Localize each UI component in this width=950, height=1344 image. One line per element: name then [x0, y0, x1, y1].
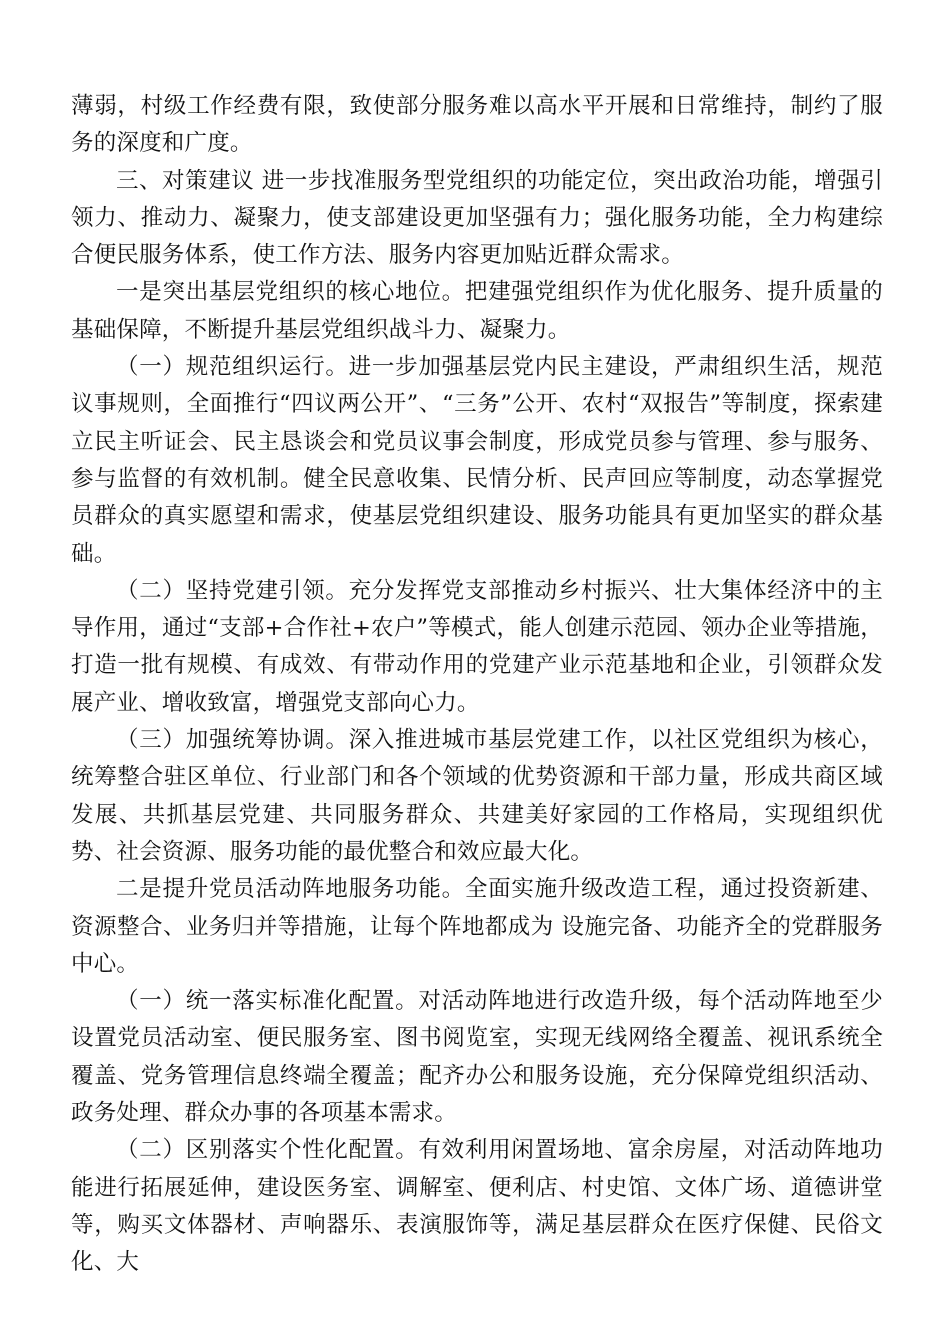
document-body: [71, 88, 883, 1282]
paragraph-3: 一是突出基层党组织的核心地位。把建强党组织作为优化服务、提升质量的基础保障，不断提升基层党组织战斗力、凝聚力。: [71, 279, 883, 343]
paragraph-6: （三）加强统筹协调。深入推进城市基层党建工作，以社区党组织为核心，统筹整合驻区单位、行业部门和各个领域的优势资源和干部力量，形成共商区域发展、共抓基层党建、共同服务群众、共建美好家园的工作格局，实现组织优势、社会资源、服务功能的最优整合和效应最大化。: [71, 727, 883, 865]
paragraph-8: （一）统一落实标准化配置。对活动阵地进行改造升级，每个活动阵地至少设置党员活动室、便民服务室、图书阅览室，实现无线网络全覆盖、视讯系统全覆盖、党务管理信息终端全覆盖；配齐办公和服务设施，充分保障党组织活动、政务处理、群众办事的各项基本需求。: [71, 988, 883, 1127]
paragraph-1: 薄弱，村级工作经费有限，致使部分服务难以高水平开展和日常维持，制约了服务的深度和广度。: [71, 93, 883, 157]
paragraph-5: （二）坚持党建引领。充分发挥党支部推动乡村振兴、壮大集体经济中的主导作用，通过“支部+合作社+农户”等模式，能人创建示范园、领办企业等措施，打造一批有规模、有成效、有带动作用的党建产业示范基地和企业，引领群众发展产业、增收致富，增强党支部向心力。: [71, 577, 883, 716]
paragraph-4: （一）规范组织运行。进一步加强基层党内民主建设，严肃组织生活，规范议事规则，全面推行“四议两公开”、“三务”公开、农村“双报告”等制度，探索建立民主听证会、民主恳谈会和党员议事会制度，形成党员参与管理、参与服务、参与监督的有效机制。健全民意收集、民情分析、民声回应等制度，动态掌握党员群众的真实愿望和需求，使基层党组织建设、服务功能具有更加坚实的群众基础。: [71, 354, 883, 567]
paragraph-2: 三、对策建议 进一步找准服务型党组织的功能定位，突出政治功能，增强引领力、推动力、凝聚力，使支部建设更加坚强有力；强化服务功能，全力构建综合便民服务体系，使工作方法、服务内容更加贴近群众需求。: [71, 167, 883, 269]
paragraph-7: 二是提升党员活动阵地服务功能。全面实施升级改造工程，通过投资新建、资源整合、业务归并等措施，让每个阵地都成为 设施完备、功能齐全的党群服务中心。: [71, 876, 883, 977]
paragraph-9: （二）区别落实个性化配置。有效利用闲置场地、富余房屋，对活动阵地功能进行拓展延伸，建设医务室、调解室、便利店、村史馆、文体广场、道德讲堂等，购买文体器材、声响器乐、表演服饰等，满足基层群众在医疗保健、民俗文化、大: [71, 1137, 883, 1276]
